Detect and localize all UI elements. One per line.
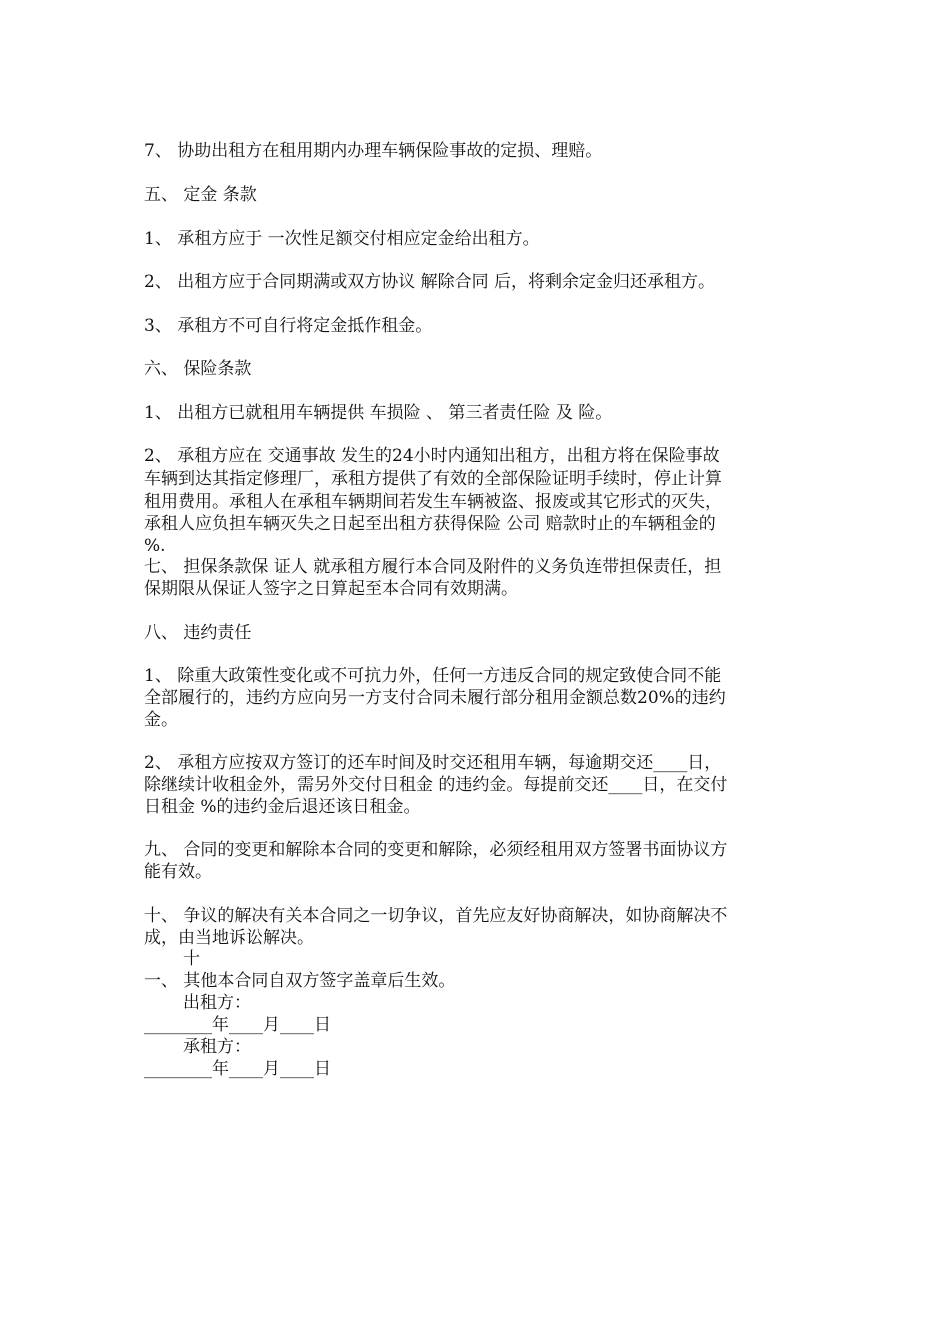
section-5-item-3: 3、 承租方不可自行将定金抵作租金。 [144, 316, 433, 336]
section-11-line: 一、 其他本合同自双方签字盖章后生效。 [144, 971, 456, 991]
section-6-item-2-line-5: %. [144, 536, 166, 556]
section-8-item-1-line-2: 全部履行的，违约方应向另一方支付合同未履行部分租用金额总数20%的违约 [144, 688, 726, 708]
section-6-item-2-line-4: 承租人应负担车辆灭失之日起至出租方获得保险 公司 赔款时止的车辆租金的 [144, 514, 716, 534]
section-6-heading: 六、 保险条款 [144, 359, 252, 379]
section-9-line-1: 九、 合同的变更和解除本合同的变更和解除，必须经租用双方签署书面协议方 [144, 840, 728, 860]
section-6-item-1: 1、 出租方已就租用车辆提供 车损险 、 第三者责任险 及 险。 [144, 403, 613, 423]
section-8-item-2-line-2: 除继续计收租金外，需另外交付日租金 的违约金。每提前交还____日，在交付 [144, 775, 728, 795]
section-8-item-1-line-3: 金。 [144, 710, 178, 730]
lessee-label: 承租方： [183, 1037, 251, 1057]
lessee-date-line: ________年____月____日 [144, 1059, 331, 1079]
section-8-item-2-line-3: 日租金 %的违约金后退还该日租金。 [144, 797, 421, 817]
section-7-line-2: 保期限从保证人签字之日算起至本合同有效期满。 [144, 579, 518, 599]
section-5-item-1: 1、 承租方应于 一次性足额交付相应定金给出租方。 [144, 229, 540, 249]
section-6-item-2-line-1: 2、 承租方应在 交通事故 发生的24小时内通知出租方，出租方将在保险事故 [144, 446, 720, 466]
section-10-line-1: 十、 争议的解决有关本合同之一切争议，首先应友好协商解决，如协商解决不 [144, 906, 728, 926]
section-7-line-1: 七、 担保条款保 证人 就承租方履行本合同及附件的义务负连带担保责任，担 [144, 557, 722, 577]
section-8-item-1-line-1: 1、 除重大政策性变化或不可抗力外，任何一方违反合同的规定致使合同不能 [144, 666, 722, 686]
section-6-item-2-line-2: 车辆到达其指定修理厂，承租方提供了有效的全部保险证明手续时，停止计算 [144, 469, 722, 489]
clause-7-insurance-claims: 7、 协助出租方在租用期内办理车辆保险事故的定损、理赔。 [144, 141, 603, 161]
section-8-heading: 八、 违约责任 [144, 623, 252, 643]
section-6-item-2-line-3: 租用费用。承租人在承租车辆期间若发生车辆被盗、报废或其它形式的灭失， [144, 492, 722, 512]
lessor-label: 出租方： [183, 993, 251, 1013]
section-11-number-top: 十 [183, 949, 200, 969]
lessor-date-line: ________年____月____日 [144, 1015, 331, 1035]
section-8-item-2-line-1: 2、 承租方应按双方签订的还车时间及时交还租用车辆，每逾期交还____日， [144, 753, 722, 773]
section-5-heading: 五、 定金 条款 [144, 185, 257, 205]
section-5-item-2: 2、 出租方应于合同期满或双方协议 解除合同 后，将剩余定金归还承租方。 [144, 272, 716, 292]
section-10-line-2: 成，由当地诉讼解决。 [144, 928, 314, 948]
section-9-line-2: 能有效。 [144, 862, 212, 882]
